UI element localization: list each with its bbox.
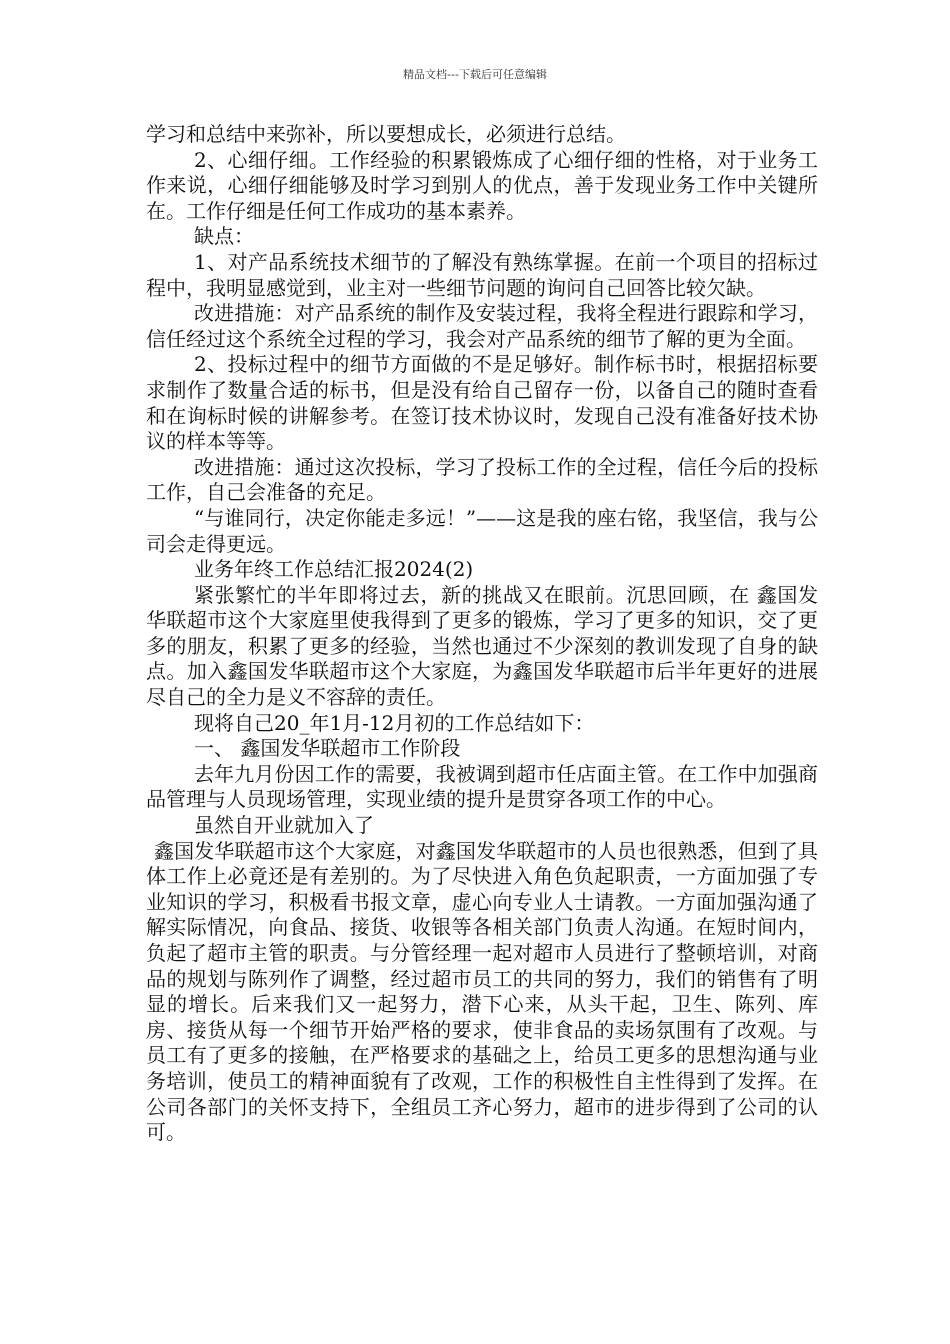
paragraph: 2、心细仔细。工作经验的积累锻炼成了心细仔细的性格，对于业务工作来说，心细仔细能够及时学习到别人的优点，善于发现业务工作中关键所在。工作仔细是任何工作成功的基本素养。: [146, 147, 818, 223]
page-header: 精品文档---下载后可任意编辑: [403, 68, 547, 81]
paragraph: 鑫国发华联超市这个大家庭，对鑫国发华联超市的人员也很熟悉，但到了具体工作上必竟还是有差别的。为了尽快进入角色负起职责，一方面加强了专业知识的学习，积极看书报文章，虚心向专业人士请教。一方面加强沟通了解实际情况，向食品、接货、收银等各相关部门负责人沟通。在短时间内，负起了超市主管的职责。与分管经理一起对超市人员进行了整顿培训，对商品的规划与陈列作了调整，经过超市员工的共同的努力，我们的销售有了明显的增长。后来我们又一起努力，潜下心来，从头干起，卫生、陈列、库房、接货从每一个细节开始严格的要求，使非食品的卖场氛围有了改观。与员工有了更多的接触，在严格要求的基础之上，给员工更多的思想沟通与业务培训，使员工的精神面貌有了改观，工作的积极性自主性得到了发挥。在公司各部门的关怀支持下，全组员工齐心努力，超市的进步得到了公司的认可。: [146, 838, 818, 1145]
paragraph: 去年九月份因工作的需要，我被调到超市任店面主管。在工作中加强商品管理与人员现场管理，实现业绩的提升是贯穿各项工作的中心。: [146, 761, 818, 812]
paragraph: 改进措施：对产品系统的制作及安装过程，我将全程进行跟踪和学习，信任经过这个系统全过程的学习，我会对产品系统的细节了解的更为全面。: [146, 301, 818, 351]
paragraph: 2、投标过程中的细节方面做的不是足够好。制作标书时，根据招标要求制作了数量合适的标书，但是没有给自己留存一份，以备自己的随时查看和在询标时候的讲解参考。在签订技术协议时，发现自己没有准备好技术协议的样本等等。: [146, 352, 818, 454]
paragraph: 虽然自开业就加入了: [194, 813, 374, 838]
document-subtitle: 业务年终工作总结汇报2024(2): [194, 557, 474, 582]
paragraph: 学习和总结中来弥补，所以要想成长，必须进行总结。: [146, 122, 626, 146]
paragraph: 1、对产品系统技术细节的了解没有熟练掌握。在前一个项目的招标过程中，我明显感觉到，业主对一些细节问题的询问自己回答比较欠缺。: [146, 249, 818, 300]
quote-paragraph: “与谁同行，决定你能走多远！”——这是我的座右铭，我坚信，我与公司会走得更远。: [146, 505, 818, 556]
section-heading: 一、 鑫国发华联超市工作阶段: [194, 736, 461, 761]
paragraph: 现将自己20_年1月-12月初的工作总结如下：: [194, 710, 595, 735]
section-heading: 缺点：: [194, 224, 254, 249]
paragraph: 紧张繁忙的半年即将过去，新的挑战又在眼前。沉思回顾，在 鑫国发华联超市这个大家庭里使我得到了更多的锻炼，学习了更多的知识，交了更多的朋友，积累了更多的经验，当然也通过不少深刻的教训发现了自身的缺点。加入鑫国发华联超市这个大家庭，为鑫国发华联超市后半年更好的进展尽自己的全力是义不容辞的责任。: [146, 582, 818, 710]
document-body: [146, 122, 818, 1146]
paragraph: 改进措施：通过这次投标，学习了投标工作的全过程，信任今后的投标工作，自己会准备的充足。: [146, 454, 818, 505]
